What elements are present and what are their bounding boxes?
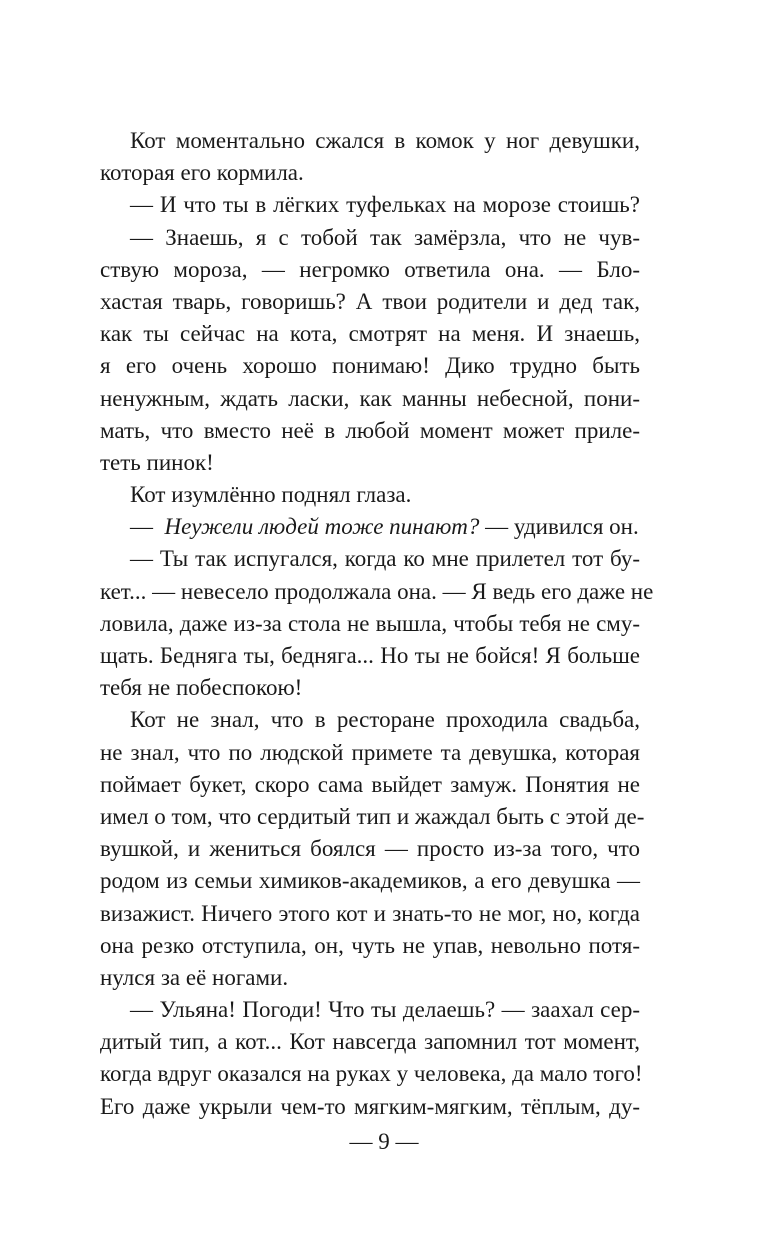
text-line: — Знаешь, я с тобой так замёрзла, что не чув- [130, 224, 640, 250]
text-line: имел о том, что сердитый тип и жаждал быть с этой де- [100, 803, 645, 829]
body-text [100, 125, 654, 1123]
text-line: дитый тип, а кот... Кот навсегда запомнил тот момент, [100, 1029, 640, 1055]
text-line: как ты сейчас на кота, смотрят на меня. И знаешь, [100, 321, 640, 347]
text-line: когда вдруг оказался на руках у человека, да мало того! [100, 1061, 643, 1087]
text-line: щать. Бедняга ты, бедняга... Но ты не бойся! Я больше [100, 643, 640, 668]
text-line: Кот изумлённо поднял глаза. [130, 482, 412, 508]
text-line: она резко отступила, он, чуть не упав, невольно потя- [100, 932, 640, 958]
text-line: — Ульяна! Погоди! Что ты делаешь? — заахал сер- [130, 997, 640, 1023]
italic-thought: Неужели людей тоже пинают? [164, 514, 480, 540]
text-line: вушкой, и жениться боялся — просто из-за того, что [100, 836, 640, 862]
text-line: которая его кормила. [100, 160, 304, 186]
page-number: — 9 — [349, 1129, 419, 1154]
text-line: нулся за её ногами. [100, 964, 289, 990]
text-line: визажист. Ничего этого кот и знать-то не мог, но, когда [100, 900, 640, 926]
text-line-mixed [100, 511, 640, 543]
text-line: тебя не побеспокою! [100, 675, 303, 701]
text-line: не знал, что по людской примете та девушка, которая [100, 739, 640, 765]
text-line: мать, что вместо неё в любой момент может приле- [100, 417, 640, 443]
text-line: Кот не знал, что в ресторане проходила свадьба, [130, 707, 640, 733]
attribution: — удивился он. [485, 514, 639, 540]
text-line: — Ты так испугался, когда ко мне прилетел тот бу- [130, 546, 640, 572]
text-line: хастая тварь, говоришь? А твои родители и дед так, [100, 288, 640, 314]
text-line: Кот моментально сжался в комок у ног девушки, [130, 128, 640, 153]
text-line: ловила, даже из-за стола не вышла, чтобы тебя не сму- [100, 610, 640, 636]
text-line: теть пинок! [100, 449, 214, 475]
text-line: поймает букет, скоро сама выйдет замуж. Понятия не [100, 771, 640, 797]
text-line: — И что ты в лёгких туфельках на морозе стоишь? [130, 192, 640, 218]
text-line: ствую мороза, — негромко ответила она. — Бло- [100, 256, 640, 282]
text-line: ненужным, ждать ласки, как манны небесной, пони- [100, 385, 640, 411]
text-line: я его очень хорошо понимаю! Дико трудно быть [100, 353, 640, 379]
dash: — [130, 514, 153, 540]
text-line: Его даже укрыли чем-то мягким-мягким, тёплым, ду- [100, 1093, 640, 1119]
text-line: кет... — невесело продолжала она. — Я ведь его даже не [100, 578, 654, 604]
text-line: родом из семьи химиков-академиков, а его девушка — [100, 868, 640, 894]
